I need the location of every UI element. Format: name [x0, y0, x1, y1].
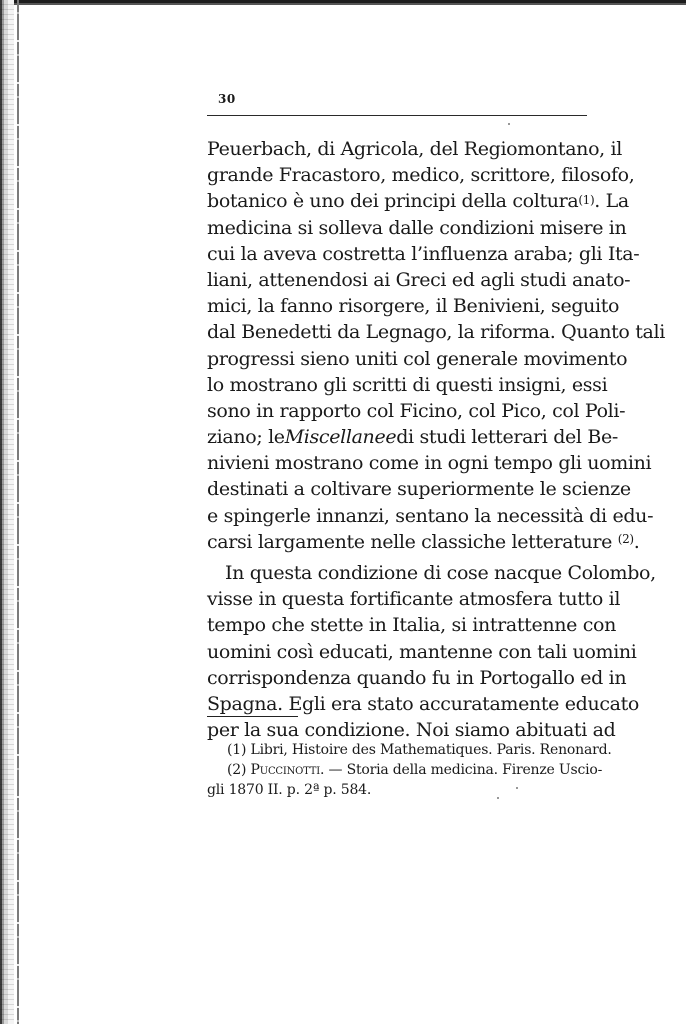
text-line: tempo che stette in Italia, si intrattenne con [207, 614, 616, 637]
text-line: visse in questa fortificante atmosfera tutto il [207, 588, 621, 611]
footnotes [207, 740, 612, 800]
scan-speck [516, 787, 518, 789]
body-text [207, 136, 665, 743]
footnote-rule [207, 716, 298, 717]
footnote-1: (1) Libri, Histoire des Mathematiques. Paris. Renonard. [227, 742, 612, 758]
text-line: cui la aveva costretta l’influenza araba; gli Ita- [207, 242, 640, 265]
footnote-2-author: Puccinotti. [250, 762, 325, 778]
footnote-2 [207, 760, 603, 780]
text-line-segment: di studi letterari del Be- [396, 426, 618, 449]
text-line-segment: . [633, 530, 640, 553]
text-line: corrispondenza quando fu in Portogallo ed in [207, 666, 627, 689]
text-line: nivieni mostrano come in ogni tempo gli uomini [207, 452, 652, 475]
footnote-reference-2[interactable]: (2) [617, 531, 634, 546]
text-line: e spingerle innanzi, sentano la necessità di edu- [207, 504, 654, 527]
text-line: sono in rapporto col Ficino, col Pico, col Poli- [207, 399, 626, 422]
text-line: Spagna. Egli era stato accuratamente educato [207, 692, 639, 715]
text-line: per la sua condizione. Noi siamo abituati ad [207, 719, 616, 742]
text-line: liani, attenendosi ai Greci ed agli studi anato- [207, 268, 631, 291]
scan-left-edge [0, 0, 14, 1024]
page-number: 30 [218, 92, 236, 106]
text-line: dal Benedetti da Legnago, la riforma. Quanto tali [207, 321, 665, 344]
text-line: destinati a coltivare superiormente le scienze [207, 478, 631, 501]
footnote-2-head [227, 760, 324, 780]
text-line: uomini così educati, mantenne con tali uomini [207, 640, 637, 663]
header-rule [207, 115, 587, 116]
text-line-segment: carsi largamente nelle classiche letterature [207, 530, 613, 553]
footnote-reference-1-group [578, 188, 629, 214]
scan-speck [497, 797, 499, 799]
text-line: medicina si solleva dalle condizioni misere in [207, 216, 627, 239]
text-line: lo mostrano gli scritti di questi insigni, essi [207, 373, 608, 396]
text-line: In questa condizione di cose nacque Colombo, [225, 562, 656, 584]
text-line: grande Fracastoro, medico, scrittore, filosofo, [207, 164, 635, 187]
text-line: Peuerbach, di Agricola, del Regiomontano, il [207, 138, 622, 160]
text-line: progressi sieno uniti col generale movimento [207, 347, 628, 370]
text-line-segment: ziano; le [207, 426, 285, 449]
scan-top-edge [0, 0, 686, 8]
scan-speck [508, 123, 510, 125]
footnote-2-number: (2) [227, 762, 247, 778]
scan-binding-line [17, 0, 19, 1024]
text-line: mici, la fanno risorgere, il Benivieni, seguito [207, 295, 620, 318]
text-line [207, 424, 618, 450]
text-line-segment: botanico è uno dei principi della coltura [207, 190, 579, 213]
text-line [207, 188, 629, 214]
footnote-2-text: — Storia della medicina. Firenze Uscio- [324, 762, 603, 778]
text-line [207, 529, 640, 555]
italic-title: Miscellanee [284, 426, 397, 449]
footnote-reference-1[interactable]: (1) [578, 193, 595, 208]
text-line-segment: . La [594, 190, 629, 213]
footnote-2-continuation: gli 1870 II. p. 2ª p. 584. [207, 782, 372, 798]
